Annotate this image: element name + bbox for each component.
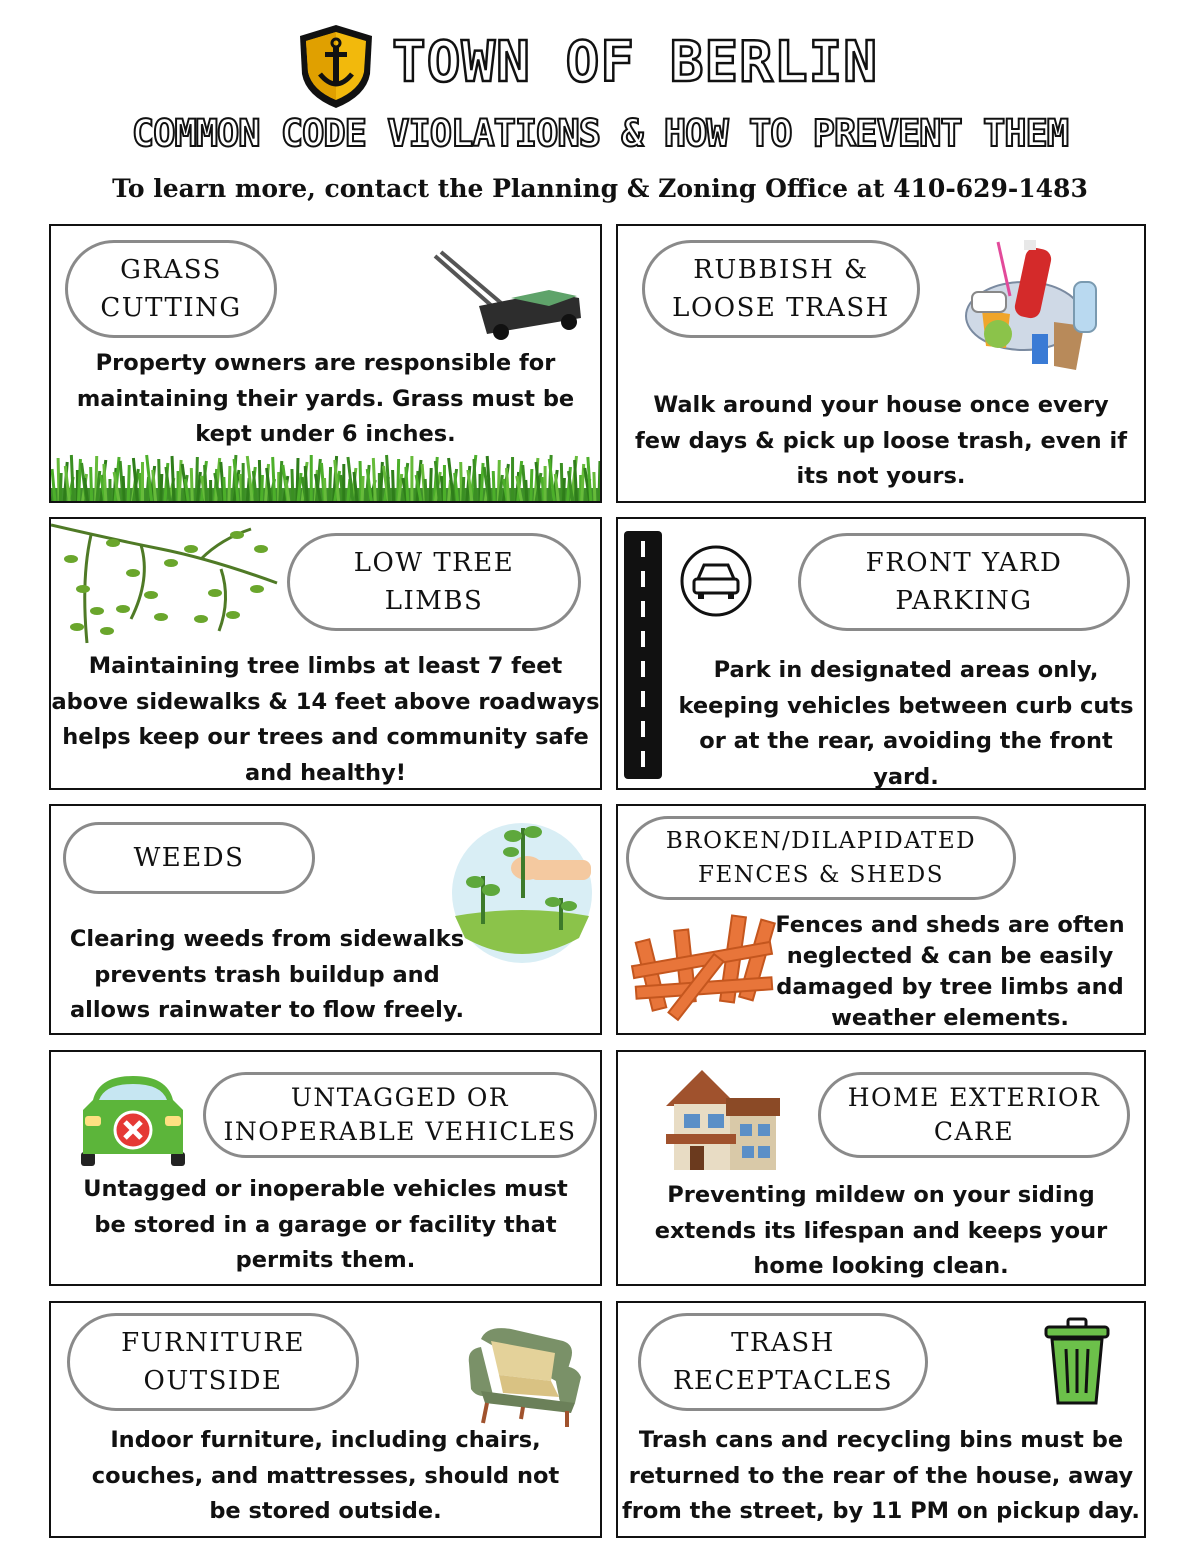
card-title: LOW TREE LIMBS: [287, 533, 581, 631]
card-rubbish: [616, 224, 1146, 503]
trash-pile-icon: [954, 238, 1124, 378]
card-broken-fences: [616, 804, 1146, 1035]
card-title: FRONT YARD PARKING: [798, 533, 1130, 631]
trash-can-icon: [1042, 1317, 1112, 1407]
car-icon: [678, 531, 754, 631]
card-text: Indoor furniture, including chairs, couches, and mattresses, should not be stored outside.: [91, 1427, 560, 1524]
card-title: UNTAGGED OR INOPERABLE VEHICLES: [203, 1072, 597, 1158]
card-text: Preventing mildew on your siding extends its lifespan and keeps your home looking clean.: [654, 1182, 1108, 1279]
card-title: WEEDS: [63, 822, 315, 894]
card-text: Untagged or inoperable vehicles must be stored in a garage or facility that permits them.: [83, 1176, 568, 1273]
page-subtitle: COMMON CODE VIOLATIONS & HOW TO PREVENT THEM: [131, 112, 1069, 155]
tree-branch-icon: [51, 519, 281, 649]
card-title: BROKEN/DILAPIDATED FENCES & SHEDS: [626, 816, 1016, 900]
card-grass-cutting: [49, 224, 602, 503]
card-low-tree-limbs: [49, 517, 602, 790]
card-text: Property owners are responsible for maintaining their yards. Grass must be kept under 6 inches.: [76, 350, 575, 447]
broken-fence-icon: [630, 910, 780, 1026]
inoperable-car-icon: [77, 1070, 189, 1168]
contact-line: To learn more, contact the Planning & Zoning Office at 410-629-1483: [112, 174, 1088, 203]
armchair-icon: [463, 1319, 589, 1429]
card-furniture-outside: [49, 1301, 602, 1538]
town-shield-logo: [296, 22, 376, 110]
card-text: Park in designated areas only, keeping vehicles between curb cuts or at the rear, avoiding the front yard.: [678, 657, 1134, 790]
grass-icon: [51, 450, 600, 502]
card-trash-receptacles: [616, 1301, 1146, 1538]
card-text: Fences and sheds are often neglected & can be easily damaged by tree limbs and weather elements.: [775, 912, 1125, 1031]
card-title: GRASS CUTTING: [65, 240, 277, 338]
card-title: HOME EXTERIOR CARE: [818, 1072, 1130, 1158]
card-text: Clearing weeds from sidewalks prevents trash buildup and allows rainwater to flow freely.: [69, 926, 465, 1023]
card-home-exterior: [616, 1050, 1146, 1286]
card-weeds: [49, 804, 602, 1035]
card-title: FURNITURE OUTSIDE: [67, 1313, 359, 1411]
card-text: Walk around your house once every few days & pick up loose trash, even if its not yours.: [634, 392, 1127, 489]
page-title: TOWN OF BERLIN: [392, 30, 879, 95]
card-title: RUBBISH & LOOSE TRASH: [642, 240, 920, 338]
road-icon: [624, 531, 664, 779]
lawn-mower-icon: [431, 250, 591, 340]
card-untagged-vehicles: [49, 1050, 602, 1286]
house-icon: [662, 1064, 782, 1174]
card-text: Trash cans and recycling bins must be returned to the rear of the house, away from the street, by 11 PM on pickup day.: [622, 1427, 1140, 1524]
card-text: Maintaining tree limbs at least 7 feet above sidewalks & 14 feet above roadways helps keep our trees and community safe and healthy!: [51, 653, 600, 786]
card-title: TRASH RECEPTACLES: [638, 1313, 928, 1411]
card-front-yard-parking: [616, 517, 1146, 790]
